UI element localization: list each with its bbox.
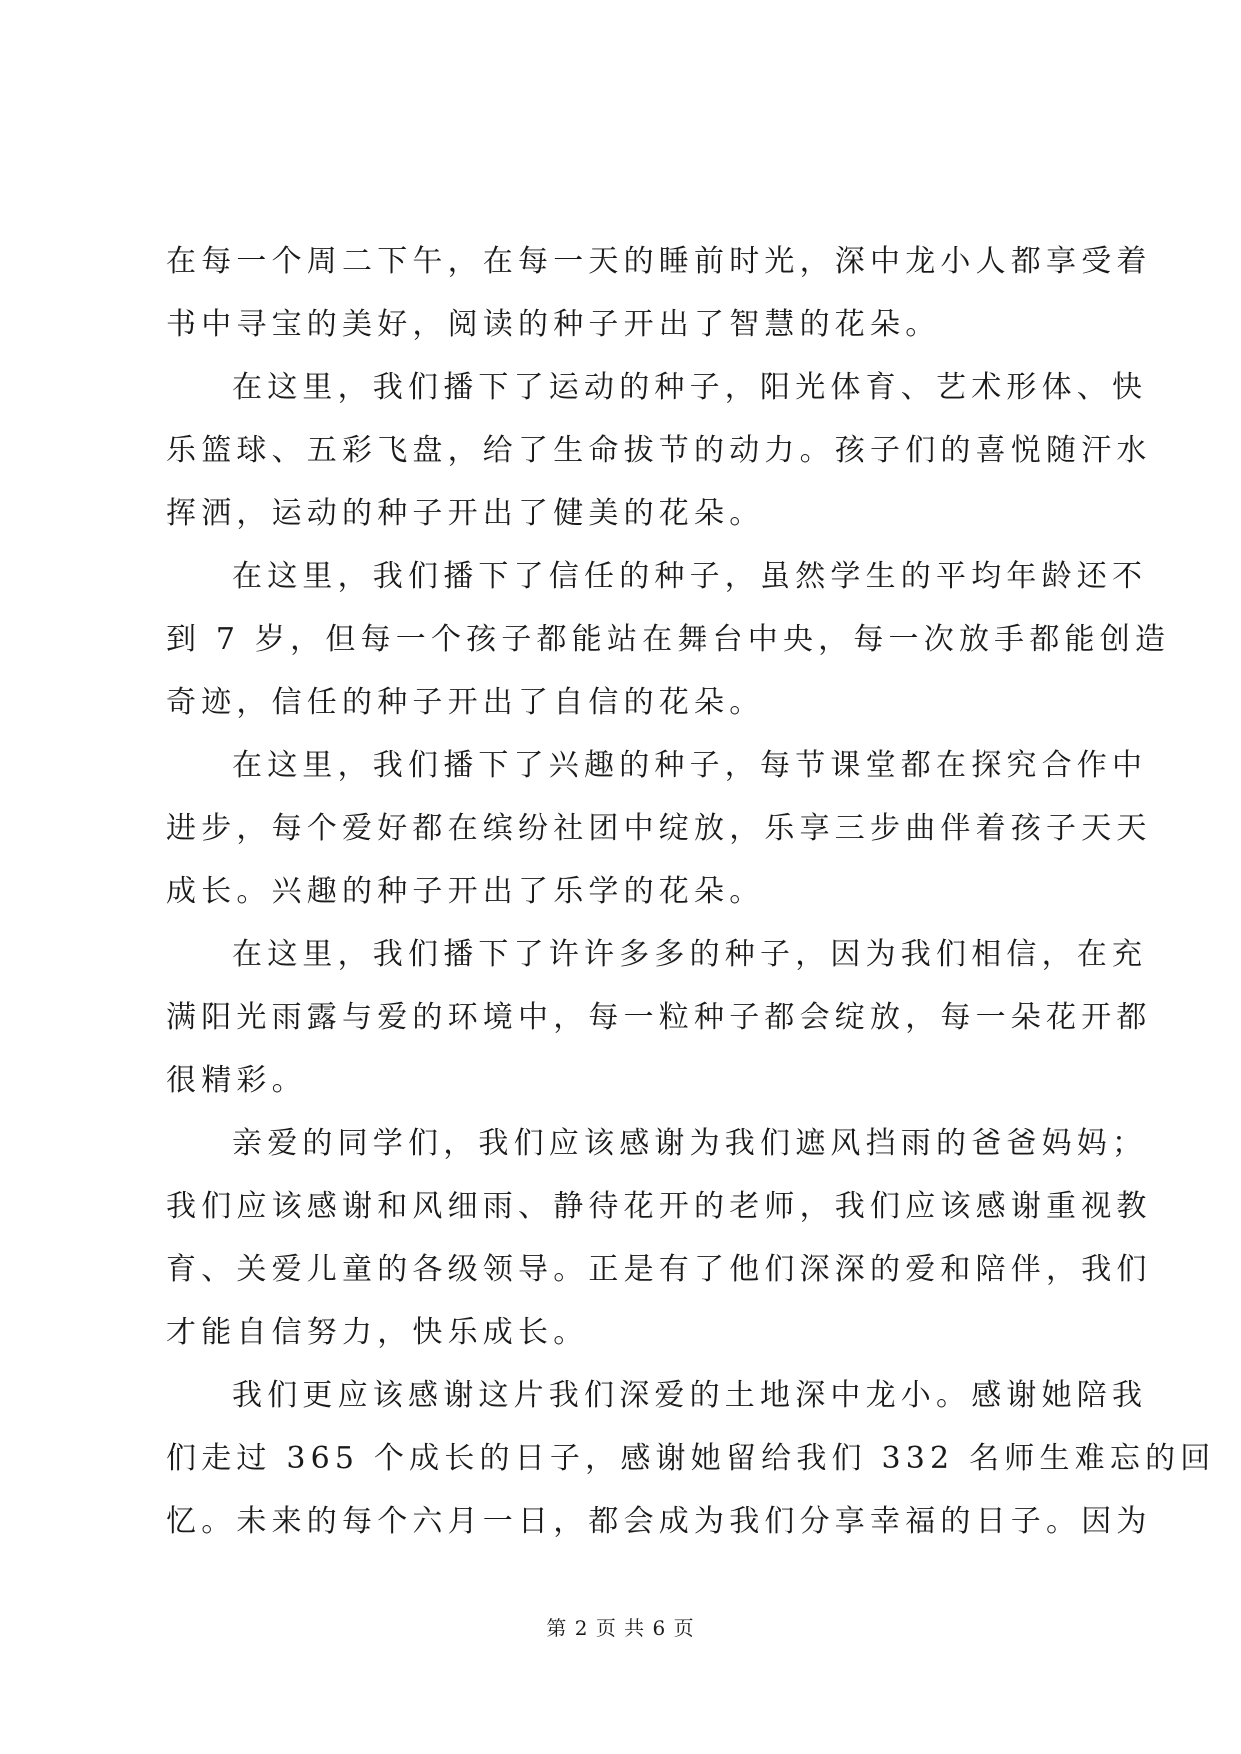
paragraph-start-line: 我们更应该感谢这片我们深爱的土地深中龙小。感谢她陪我 [232, 1378, 1148, 1413]
body-line: 乐篮球、五彩飞盘，给了生命拔节的动力。孩子们的喜悦随汗水 [166, 433, 1152, 468]
paragraph-start-line: 亲爱的同学们，我们应该感谢为我们遮风挡雨的爸爸妈妈； [232, 1126, 1148, 1161]
body-line: 忆。未来的每个六月一日，都会成为我们分享幸福的日子。因为 [166, 1504, 1152, 1539]
body-line: 到 7 岁，但每一个孩子都能站在舞台中央，每一次放手都能创造 [166, 622, 1171, 657]
body-line: 育、关爱儿童的各级领导。正是有了他们深深的爱和陪伴，我们 [166, 1252, 1152, 1287]
paragraph-start-line: 在这里，我们播下了许许多多的种子，因为我们相信，在充 [232, 937, 1148, 972]
body-line: 进步，每个爱好都在缤纷社团中绽放，乐享三步曲伴着孩子天天 [166, 811, 1152, 846]
paragraph-start-line: 在这里，我们播下了信任的种子，虽然学生的平均年龄还不 [232, 559, 1148, 594]
document-body [166, 230, 1216, 1553]
page-number-footer: 第 2 页 共 6 页 [546, 1616, 695, 1640]
body-line: 成长。兴趣的种子开出了乐学的花朵。 [166, 874, 765, 909]
paragraph-start-line: 在这里，我们播下了运动的种子，阳光体育、艺术形体、快 [232, 370, 1148, 405]
body-line: 挥洒，运动的种子开出了健美的花朵。 [166, 496, 765, 531]
body-line: 们走过 365 个成长的日子，感谢她留给我们 332 名师生难忘的回 [166, 1441, 1216, 1476]
body-line: 很精彩。 [166, 1063, 307, 1098]
body-line: 我们应该感谢和风细雨、静待花开的老师，我们应该感谢重视教 [166, 1189, 1152, 1224]
paragraph-start-line: 在这里，我们播下了兴趣的种子，每节课堂都在探究合作中 [232, 748, 1148, 783]
body-line: 书中寻宝的美好，阅读的种子开出了智慧的花朵。 [166, 307, 941, 342]
body-line: 才能自信努力，快乐成长。 [166, 1315, 589, 1350]
body-line: 满阳光雨露与爱的环境中，每一粒种子都会绽放，每一朵花开都 [166, 1000, 1152, 1035]
body-line: 奇迹，信任的种子开出了自信的花朵。 [166, 685, 765, 720]
body-line: 在每一个周二下午，在每一天的睡前时光，深中龙小人都享受着 [166, 244, 1152, 279]
